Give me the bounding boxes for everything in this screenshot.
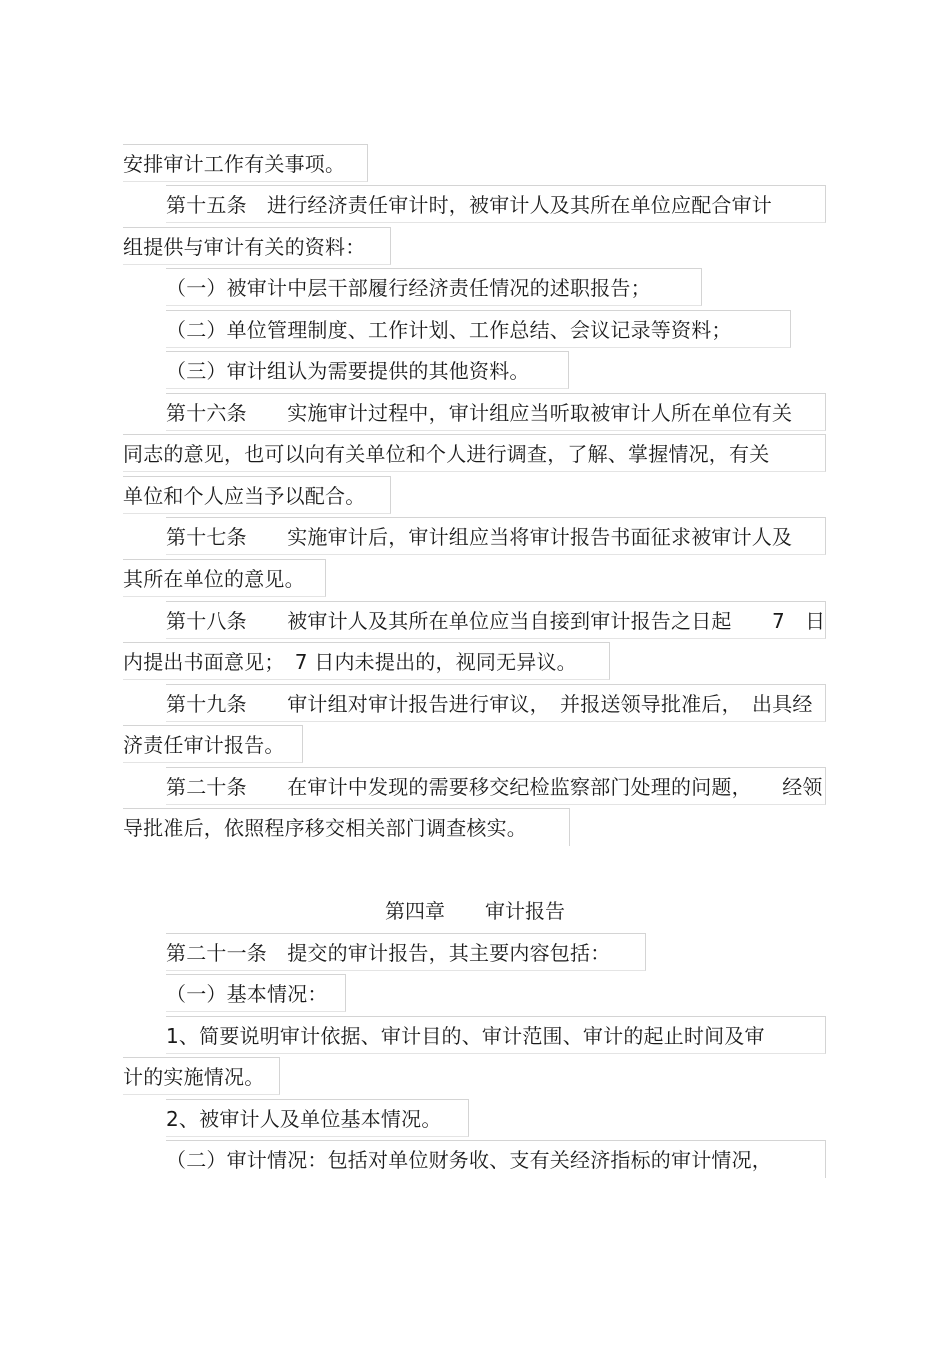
text-line: 第二十一条 提交的审计报告，其主要内容包括： — [166, 933, 646, 971]
text-line: 计的实施情况。 — [123, 1057, 280, 1095]
text-line: 第十六条 实施审计过程中，审计组应当听取被审计人所在单位有关 — [166, 393, 826, 431]
text-line: 济责任审计报告。 — [123, 725, 303, 763]
text-line: （一）被审计中层干部履行经济责任情况的述职报告； — [166, 268, 702, 306]
text-line: 导批准后，依照程序移交相关部门调查核实。 — [123, 808, 570, 846]
text-line: 第十七条 实施审计后，审计组应当将审计报告书面征求被审计人及 — [166, 517, 826, 555]
text-line: 2、被审计人及单位基本情况。 — [166, 1099, 469, 1137]
text-line: （三）审计组认为需要提供的其他资料。 — [166, 351, 569, 389]
chapter-heading: 第四章 审计报告 — [385, 899, 565, 923]
text-line: 第二十条 在审计中发现的需要移交纪检监察部门处理的问题， 经领 — [166, 767, 826, 805]
text-line: （一）基本情况： — [166, 974, 346, 1012]
text-line: 1、简要说明审计依据、审计目的、审计范围、审计的起止时间及审 — [166, 1016, 826, 1054]
text-line: 第十八条 被审计人及其所在单位应当自接到审计报告之日起 7 日 — [166, 601, 826, 639]
text-line: 第十九条 审计组对审计报告进行审议， 并报送领导批准后， 出具经 — [166, 684, 826, 722]
text-line: （二）单位管理制度、工作计划、工作总结、会议记录等资料； — [166, 310, 791, 348]
text-line: 其所在单位的意见。 — [123, 559, 326, 597]
text-line: 单位和个人应当予以配合。 — [123, 476, 391, 514]
text-line: （二）审计情况：包括对单位财务收、支有关经济指标的审计情况， — [166, 1140, 826, 1178]
text-line: 内提出书面意见； 7 日内未提出的，视同无异议。 — [123, 642, 610, 680]
text-line: 第十五条 进行经济责任审计时，被审计人及其所在单位应配合审计 — [166, 185, 826, 223]
text-line: 同志的意见，也可以向有关单位和个人进行调查，了解、掌握情况，有关 — [123, 434, 826, 472]
text-line: 组提供与审计有关的资料： — [123, 227, 391, 265]
text-line: 安排审计工作有关事项。 — [123, 144, 368, 182]
